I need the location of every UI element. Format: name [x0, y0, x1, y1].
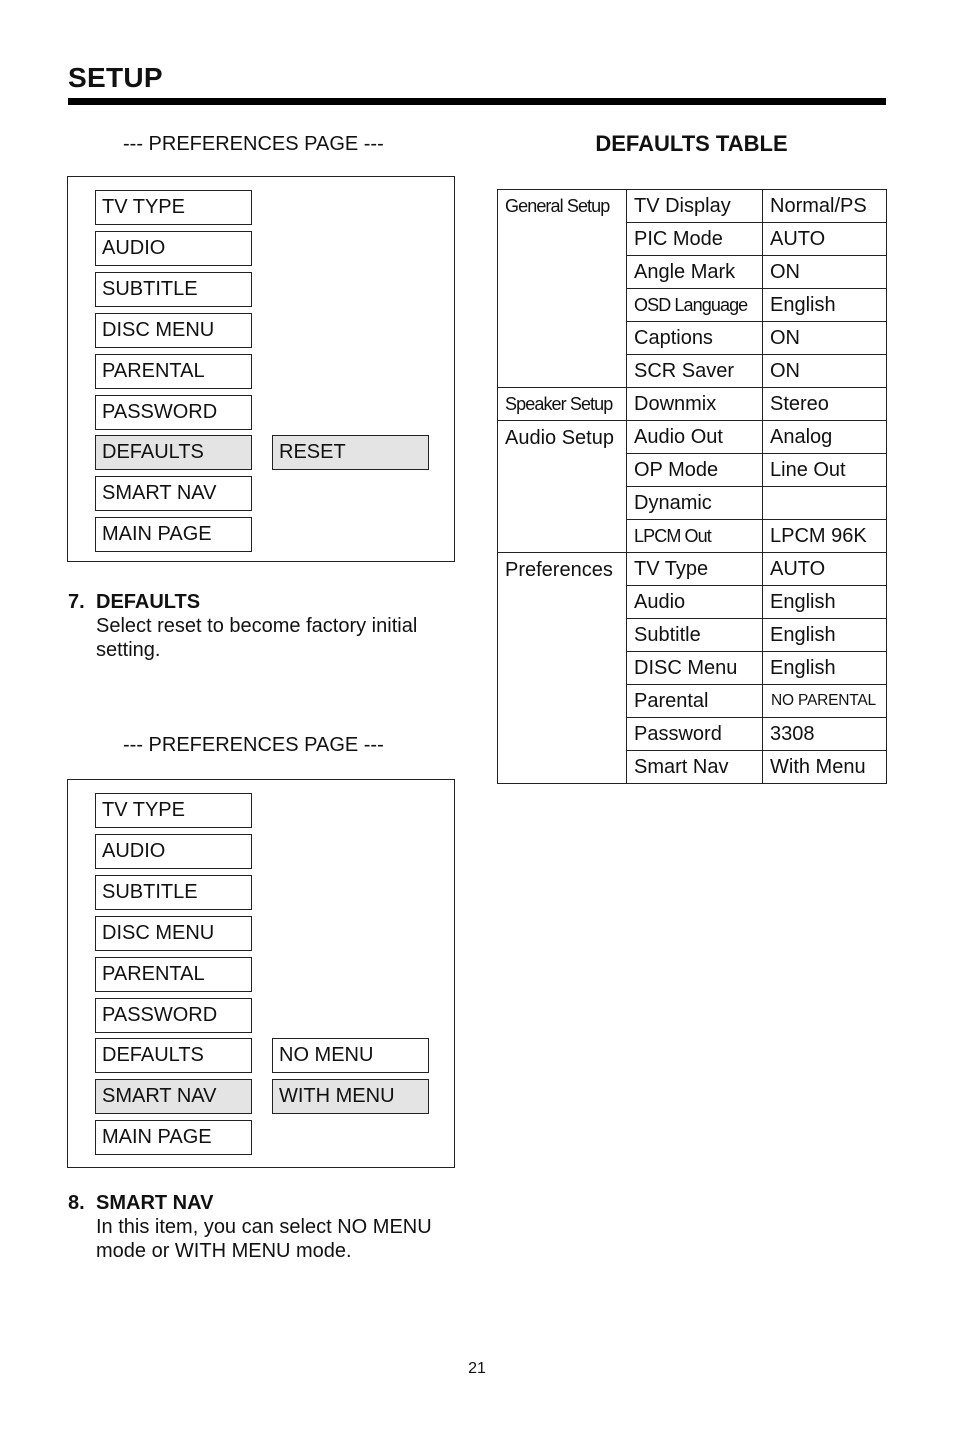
- menu-item-main-page[interactable]: MAIN PAGE: [95, 517, 252, 552]
- title-rule: [68, 98, 886, 105]
- table-setting-cell: Parental: [627, 685, 763, 718]
- item-body-line: setting.: [96, 639, 161, 661]
- preferences-page-heading: --- PREFERENCES PAGE ---: [123, 133, 384, 155]
- menu-item-disc-menu[interactable]: DISC MENU: [95, 313, 252, 348]
- item-title: DEFAULTS: [96, 591, 201, 613]
- menu-item-smart-nav[interactable]: SMART NAV: [95, 476, 252, 511]
- item-number: 7.: [68, 591, 85, 613]
- page-title: SETUP: [68, 62, 163, 93]
- table-value-cell: Normal/PS: [763, 190, 887, 223]
- table-value-cell: 3308: [763, 718, 887, 751]
- menu-item-defaults[interactable]: DEFAULTS: [95, 435, 252, 470]
- menu-item-smart-nav[interactable]: SMART NAV: [95, 1079, 252, 1114]
- table-setting-cell: OP Mode: [627, 454, 763, 487]
- menu-item-audio[interactable]: AUDIO: [95, 231, 252, 266]
- menu-item-subtitle[interactable]: SUBTITLE: [95, 272, 252, 307]
- table-setting-cell: Audio: [627, 586, 763, 619]
- table-category-cell: General Setup: [498, 190, 627, 388]
- menu-item-disc-menu[interactable]: DISC MENU: [95, 916, 252, 951]
- table-setting-cell: Angle Mark: [627, 256, 763, 289]
- menu-item-subtitle[interactable]: SUBTITLE: [95, 875, 252, 910]
- table-setting-cell: LPCM Out: [627, 520, 763, 553]
- table-setting-cell: Audio Out: [627, 421, 763, 454]
- table-setting-cell: DISC Menu: [627, 652, 763, 685]
- table-setting-cell: Captions: [627, 322, 763, 355]
- table-value-cell: English: [763, 652, 887, 685]
- table-value-cell: ON: [763, 322, 887, 355]
- table-value-cell: AUTO: [763, 553, 887, 586]
- option-reset-button[interactable]: RESET: [272, 435, 429, 470]
- table-row: [498, 190, 887, 223]
- menu-item-tv-type[interactable]: TV TYPE: [95, 190, 252, 225]
- table-value-cell: Analog: [763, 421, 887, 454]
- table-setting-cell: Dynamic: [627, 487, 763, 520]
- table-setting-cell: OSD Language: [627, 289, 763, 322]
- table-category-cell: Preferences: [498, 553, 627, 784]
- table-value-cell: Stereo: [763, 388, 887, 421]
- item-body-line: In this item, you can select NO MENU: [96, 1216, 432, 1238]
- item-defaults-description: [68, 590, 468, 662]
- menu-item-parental[interactable]: PARENTAL: [95, 354, 252, 389]
- table-setting-cell: Password: [627, 718, 763, 751]
- table-setting-cell: TV Display: [627, 190, 763, 223]
- menu-item-password[interactable]: PASSWORD: [95, 998, 252, 1033]
- table-category-cell: Speaker Setup: [498, 388, 627, 421]
- page-number: 21: [468, 1360, 486, 1377]
- table-value-cell: English: [763, 586, 887, 619]
- defaults-table-title: DEFAULTS TABLE: [595, 131, 788, 156]
- item-body-line: Select reset to become factory initial: [96, 615, 418, 637]
- table-row: [498, 388, 887, 421]
- table-row: [498, 553, 887, 586]
- table-value-cell: NO PARENTAL: [763, 685, 887, 718]
- table-value-cell: With Menu: [763, 751, 887, 784]
- table-setting-cell: Subtitle: [627, 619, 763, 652]
- table-setting-cell: Smart Nav: [627, 751, 763, 784]
- table-value-cell: ON: [763, 355, 887, 388]
- table-setting-cell: TV Type: [627, 553, 763, 586]
- menu-item-main-page[interactable]: MAIN PAGE: [95, 1120, 252, 1155]
- table-setting-cell: Downmix: [627, 388, 763, 421]
- item-smart-nav-description: [68, 1191, 468, 1263]
- table-value-cell: Line Out: [763, 454, 887, 487]
- table-value-cell: [763, 487, 887, 520]
- table-category-cell: Audio Setup: [498, 421, 627, 553]
- menu-item-defaults[interactable]: DEFAULTS: [95, 1038, 252, 1073]
- item-number: 8.: [68, 1192, 85, 1214]
- table-value-cell: AUTO: [763, 223, 887, 256]
- table-value-cell: ON: [763, 256, 887, 289]
- table-value-cell: English: [763, 619, 887, 652]
- menu-item-password[interactable]: PASSWORD: [95, 395, 252, 430]
- preferences-menu-panel: [67, 176, 455, 562]
- menu-item-audio[interactable]: AUDIO: [95, 834, 252, 869]
- table-value-cell: English: [763, 289, 887, 322]
- table-value-cell: LPCM 96K: [763, 520, 887, 553]
- preferences-page-heading: --- PREFERENCES PAGE ---: [123, 734, 384, 756]
- preferences-menu-panel: [67, 779, 455, 1168]
- defaults-table: [497, 189, 887, 784]
- table-setting-cell: PIC Mode: [627, 223, 763, 256]
- option-with-menu-button[interactable]: WITH MENU: [272, 1079, 429, 1114]
- menu-item-tv-type[interactable]: TV TYPE: [95, 793, 252, 828]
- table-row: [498, 421, 887, 454]
- menu-item-parental[interactable]: PARENTAL: [95, 957, 252, 992]
- item-title: SMART NAV: [96, 1192, 214, 1214]
- table-setting-cell: SCR Saver: [627, 355, 763, 388]
- option-no-menu-button[interactable]: NO MENU: [272, 1038, 429, 1073]
- item-body-line: mode or WITH MENU mode.: [96, 1240, 352, 1262]
